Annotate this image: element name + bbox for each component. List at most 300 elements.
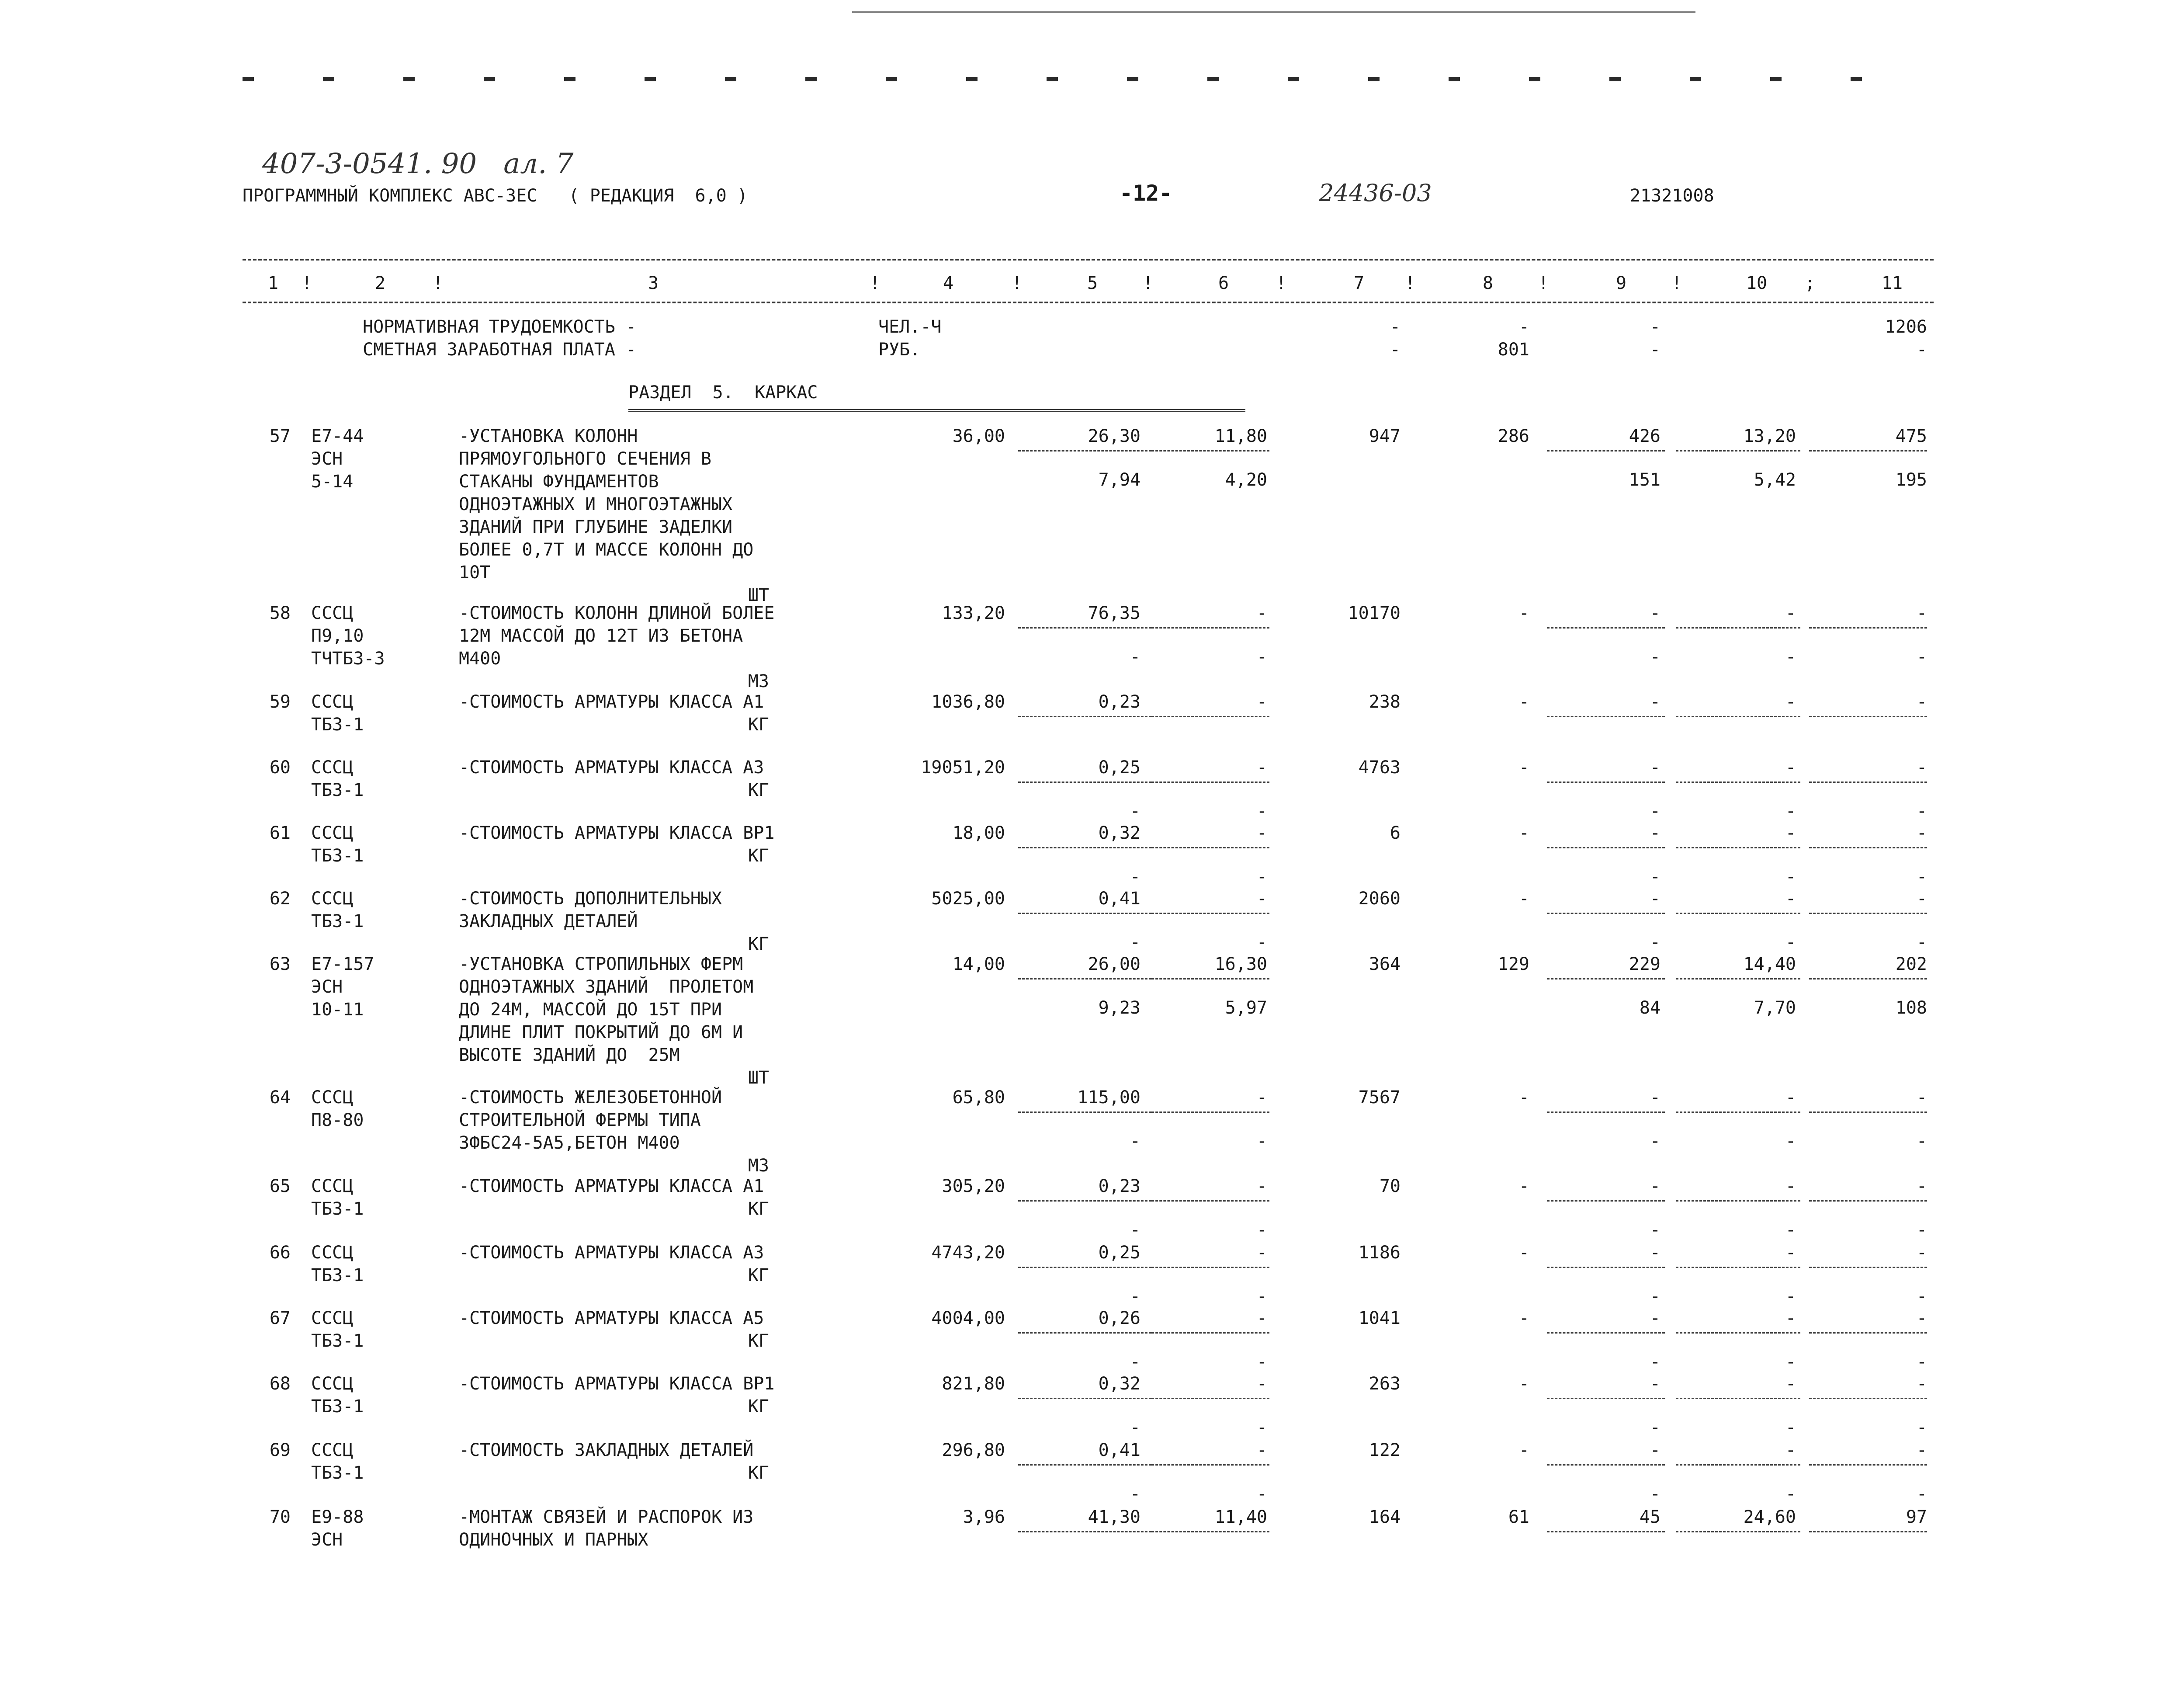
- row-col5: 0,25: [1098, 757, 1141, 778]
- row-description: -СТОИМОСТЬ АРМАТУРЫ КЛАССА А1: [459, 1176, 764, 1196]
- section-title: РАЗДЕЛ 5. КАРКАС: [628, 382, 818, 403]
- row-col5: 0,32: [1098, 823, 1141, 843]
- row-underline: [1018, 1464, 1151, 1466]
- row-col4: 14,00: [952, 954, 1005, 974]
- header-rule-bottom: [243, 302, 1934, 303]
- row-underline: [1018, 1531, 1151, 1532]
- row-description: -СТОИМОСТЬ АРМАТУРЫ КЛАССА А3: [459, 757, 764, 778]
- section-underline: [628, 409, 1245, 412]
- row-col9: 45: [1639, 1507, 1661, 1527]
- row-unit: М3: [748, 671, 769, 691]
- row-col8: -: [1518, 823, 1529, 843]
- row-number: 57: [269, 426, 291, 446]
- row-col5-alt: -: [1130, 1417, 1141, 1438]
- column-header-8: 8: [1482, 273, 1494, 293]
- row-description: ОДИНОЧНЫХ И ПАРНЫХ: [459, 1530, 648, 1550]
- row-col5: 0,25: [1098, 1243, 1141, 1263]
- row-col6: -: [1256, 889, 1267, 909]
- row-col6: -: [1256, 1308, 1267, 1328]
- row-underline: [1809, 847, 1927, 848]
- row-underline: [1809, 1200, 1927, 1202]
- column-header-4: 4: [943, 273, 954, 293]
- row-code: ТБ3-1: [311, 1331, 364, 1351]
- row-col5: 41,30: [1088, 1507, 1141, 1527]
- row-underline: [1547, 847, 1665, 848]
- row-col7: 263: [1369, 1374, 1401, 1394]
- row-col7: 10170: [1348, 603, 1401, 623]
- row-col11-alt: -: [1916, 932, 1927, 952]
- row-code: ТБ3-1: [311, 846, 364, 866]
- row-underline: [1151, 450, 1269, 452]
- row-col4: 5025,00: [931, 889, 1005, 909]
- row-col5-alt: -: [1130, 1352, 1141, 1372]
- row-number: 59: [269, 692, 291, 712]
- row-col8: -: [1518, 603, 1529, 623]
- row-col5-alt: -: [1130, 867, 1141, 887]
- row-description: М400: [459, 649, 501, 669]
- row-col8: -: [1518, 1243, 1529, 1263]
- row-col6: 11,40: [1214, 1507, 1267, 1527]
- row-col10-alt: -: [1785, 1220, 1796, 1240]
- row-underline: [1809, 913, 1927, 914]
- summary-col8: -: [1518, 317, 1529, 337]
- row-col9: -: [1650, 1243, 1661, 1263]
- row-description: -УСТАНОВКА КОЛОНН: [459, 426, 638, 446]
- row-number: 64: [269, 1087, 291, 1108]
- row-col11: 97: [1906, 1507, 1927, 1527]
- row-underline: [1547, 782, 1665, 783]
- row-underline: [1547, 913, 1665, 914]
- row-col8: -: [1518, 692, 1529, 712]
- row-description: ПРЯМОУГОЛЬНОГО СЕЧЕНИЯ В: [459, 449, 711, 469]
- row-description: -СТОИМОСТЬ АРМАТУРЫ КЛАССА А5: [459, 1308, 764, 1328]
- row-col5: 0,23: [1098, 692, 1141, 712]
- row-col6-alt: 5,97: [1225, 998, 1267, 1018]
- page-number: -12-: [1120, 181, 1172, 206]
- row-col7: 122: [1369, 1440, 1401, 1460]
- row-underline: [1547, 1332, 1665, 1334]
- row-underline: [1547, 1531, 1665, 1532]
- row-col10: -: [1785, 1308, 1796, 1328]
- row-description: -СТОИМОСТЬ КОЛОНН ДЛИНОЙ БОЛЕЕ: [459, 603, 775, 623]
- row-description: СТРОИТЕЛЬНОЙ ФЕРМЫ ТИПА: [459, 1110, 701, 1130]
- row-code: П9,10: [311, 626, 364, 646]
- summary-label: НОРМАТИВНАЯ ТРУДОЕМКОСТЬ -: [363, 317, 637, 337]
- row-number: 62: [269, 889, 291, 909]
- row-underline: [1018, 847, 1151, 848]
- row-col6: -: [1256, 823, 1267, 843]
- row-col5-alt: -: [1130, 801, 1141, 821]
- row-underline: [1676, 1398, 1800, 1399]
- row-col10: 13,20: [1743, 426, 1796, 446]
- row-col6: -: [1256, 603, 1267, 623]
- row-col10-alt: -: [1785, 1286, 1796, 1306]
- row-col5-alt: -: [1130, 1484, 1141, 1504]
- row-underline: [1676, 716, 1800, 717]
- row-code: ТБ3-1: [311, 780, 364, 800]
- column-separator: !: [1405, 273, 1416, 293]
- row-number: 68: [269, 1374, 291, 1394]
- column-separator: !: [1012, 273, 1023, 293]
- row-col8: -: [1518, 889, 1529, 909]
- row-underline: [1547, 978, 1665, 980]
- header-rule-top: [243, 259, 1934, 261]
- row-col8: -: [1518, 1176, 1529, 1196]
- row-unit: КГ: [748, 846, 769, 866]
- row-underline: [1151, 847, 1269, 848]
- column-separator: ;: [1805, 273, 1816, 293]
- row-unit: КГ: [748, 1396, 769, 1417]
- row-underline: [1547, 1398, 1665, 1399]
- row-underline: [1151, 1332, 1269, 1334]
- row-col11: -: [1916, 603, 1927, 623]
- row-underline: [1151, 978, 1269, 980]
- row-col11-alt: 195: [1895, 470, 1927, 490]
- row-code: СССЦ: [311, 1087, 354, 1108]
- row-col7: 1186: [1358, 1243, 1401, 1263]
- row-col9-alt: 151: [1629, 470, 1661, 490]
- row-number: 63: [269, 954, 291, 974]
- row-col11: -: [1916, 692, 1927, 712]
- row-code: СССЦ: [311, 603, 354, 623]
- row-col4: 36,00: [952, 426, 1005, 446]
- row-code: ТБ3-1: [311, 1199, 364, 1219]
- row-col9-alt: -: [1650, 867, 1661, 887]
- summary-col9: -: [1650, 340, 1661, 360]
- row-col9-alt: -: [1650, 1352, 1661, 1372]
- row-number: 65: [269, 1176, 291, 1196]
- row-description: -УСТАНОВКА СТРОПИЛЬНЫХ ФЕРМ: [459, 954, 743, 974]
- row-col8: 286: [1498, 426, 1529, 446]
- row-col10-alt: -: [1785, 867, 1796, 887]
- row-col7: 238: [1369, 692, 1401, 712]
- row-col10: -: [1785, 889, 1796, 909]
- row-col5-alt: -: [1130, 1131, 1141, 1151]
- summary-label: СМЕТНАЯ ЗАРАБОТНАЯ ПЛАТА -: [363, 340, 637, 360]
- column-header-1: 1: [267, 273, 279, 293]
- row-unit: КГ: [748, 715, 769, 735]
- row-col9-alt: -: [1650, 1484, 1661, 1504]
- row-col9-alt: 84: [1639, 998, 1661, 1018]
- row-col11-alt: -: [1916, 647, 1927, 667]
- row-col9-alt: -: [1650, 1131, 1661, 1151]
- row-col11-alt: -: [1916, 867, 1927, 887]
- row-description: -СТОИМОСТЬ ЖЕЛЕЗОБЕТОННОЙ: [459, 1087, 722, 1108]
- row-col11: -: [1916, 1440, 1927, 1460]
- row-col4: 296,80: [942, 1440, 1005, 1460]
- row-unit: КГ: [748, 1331, 769, 1351]
- handwritten-number: 24436-03: [1319, 179, 1432, 207]
- row-col5: 0,23: [1098, 1176, 1141, 1196]
- summary-col7: -: [1390, 317, 1401, 337]
- row-col11-alt: -: [1916, 1352, 1927, 1372]
- row-col10-alt: 5,42: [1754, 470, 1796, 490]
- row-underline: [1809, 627, 1927, 629]
- row-description: ДЛИНЕ ПЛИТ ПОКРЫТИЙ ДО 6М И: [459, 1022, 743, 1042]
- row-underline: [1151, 782, 1269, 783]
- row-underline: [1676, 782, 1800, 783]
- row-underline: [1151, 627, 1269, 629]
- row-col7: 164: [1369, 1507, 1401, 1527]
- row-unit: ШТ: [748, 1068, 769, 1088]
- row-col7: 6: [1390, 823, 1401, 843]
- row-col10-alt: -: [1785, 1131, 1796, 1151]
- row-description: ОДНОЭТАЖНЫХ ЗДАНИЙ ПРОЛЕТОМ: [459, 977, 754, 997]
- row-unit: КГ: [748, 1265, 769, 1285]
- row-underline: [1676, 1332, 1800, 1334]
- column-separator: !: [1671, 273, 1682, 293]
- row-col9: -: [1650, 603, 1661, 623]
- column-header-7: 7: [1353, 273, 1365, 293]
- row-col5-alt: 9,23: [1098, 998, 1141, 1018]
- column-separator: !: [302, 273, 312, 293]
- row-col8: -: [1518, 757, 1529, 778]
- row-description: ВЫСОТЕ ЗДАНИЙ ДО 25М: [459, 1045, 680, 1065]
- row-col11-alt: -: [1916, 1417, 1927, 1438]
- row-col11: -: [1916, 1087, 1927, 1108]
- row-underline: [1018, 913, 1151, 914]
- row-col5: 26,00: [1088, 954, 1141, 974]
- row-col11-alt: -: [1916, 1484, 1927, 1504]
- row-col7: 1041: [1358, 1308, 1401, 1328]
- row-col6: -: [1256, 1243, 1267, 1263]
- row-underline: [1547, 1464, 1665, 1466]
- row-col5-alt: -: [1130, 1286, 1141, 1306]
- row-col5: 0,32: [1098, 1374, 1141, 1394]
- row-col6: -: [1256, 1087, 1267, 1108]
- row-col6-alt: -: [1256, 932, 1267, 952]
- row-col11: -: [1916, 757, 1927, 778]
- row-col6: -: [1256, 1374, 1267, 1394]
- row-code: 10-11: [311, 1000, 364, 1020]
- column-separator: !: [1538, 273, 1549, 293]
- row-col5-alt: -: [1130, 932, 1141, 952]
- row-number: 58: [269, 603, 291, 623]
- row-code: 5-14: [311, 472, 354, 492]
- row-col10: -: [1785, 1440, 1796, 1460]
- row-col9-alt: -: [1650, 1417, 1661, 1438]
- row-underline: [1676, 978, 1800, 980]
- row-underline: [1151, 913, 1269, 914]
- row-description: ЗДАНИЙ ПРИ ГЛУБИНЕ ЗАДЕЛКИ: [459, 517, 733, 537]
- row-underline: [1018, 627, 1151, 629]
- row-description: 12М МАССОЙ ДО 12Т ИЗ БЕТОНА: [459, 626, 743, 646]
- row-unit: КГ: [748, 1463, 769, 1483]
- row-col9-alt: -: [1650, 647, 1661, 667]
- row-col4: 4004,00: [931, 1308, 1005, 1328]
- row-col10-alt: -: [1785, 1352, 1796, 1372]
- row-col9: -: [1650, 692, 1661, 712]
- row-col7: 2060: [1358, 889, 1401, 909]
- row-code: СССЦ: [311, 1308, 354, 1328]
- row-col8: 61: [1508, 1507, 1529, 1527]
- row-code: СССЦ: [311, 823, 354, 843]
- row-col11-alt: -: [1916, 1131, 1927, 1151]
- row-code: ТБ3-1: [311, 1396, 364, 1417]
- row-col10: -: [1785, 823, 1796, 843]
- row-description: -СТОИМОСТЬ ЗАКЛАДНЫХ ДЕТАЛЕЙ: [459, 1440, 754, 1460]
- row-col4: 305,20: [942, 1176, 1005, 1196]
- row-col4: 821,80: [942, 1374, 1005, 1394]
- row-col5: 26,30: [1088, 426, 1141, 446]
- row-col10-alt: -: [1785, 1484, 1796, 1504]
- row-underline: [1547, 1112, 1665, 1113]
- row-col10-alt: -: [1785, 1417, 1796, 1438]
- row-underline: [1676, 1531, 1800, 1532]
- row-underline: [1809, 716, 1927, 717]
- row-col8: -: [1518, 1087, 1529, 1108]
- row-col10-alt: -: [1785, 932, 1796, 952]
- summary-col7: -: [1390, 340, 1401, 360]
- row-description: ЗАКЛАДНЫХ ДЕТАЛЕЙ: [459, 911, 638, 931]
- row-underline: [1809, 1267, 1927, 1268]
- summary-unit: ЧЕЛ.-Ч: [878, 317, 942, 337]
- handwritten-code: 407-3-0541. 90 ал. 7: [262, 148, 574, 180]
- row-col9: -: [1650, 1374, 1661, 1394]
- row-description: ДО 24М, МАССОЙ ДО 15Т ПРИ: [459, 1000, 722, 1020]
- row-col11-alt: -: [1916, 1220, 1927, 1240]
- row-col8: -: [1518, 1308, 1529, 1328]
- row-underline: [1547, 1267, 1665, 1268]
- row-col4: 19051,20: [921, 757, 1005, 778]
- row-underline: [1547, 716, 1665, 717]
- row-col6-alt: -: [1256, 801, 1267, 821]
- row-col10: -: [1785, 1087, 1796, 1108]
- row-underline: [1151, 1112, 1269, 1113]
- row-col7: 947: [1369, 426, 1401, 446]
- row-description: -СТОИМОСТЬ АРМАТУРЫ КЛАССА А3: [459, 1243, 764, 1263]
- row-underline: [1018, 782, 1151, 783]
- row-code: П8-80: [311, 1110, 364, 1130]
- row-code: СССЦ: [311, 889, 354, 909]
- row-col6: 16,30: [1214, 954, 1267, 974]
- row-underline: [1018, 1267, 1151, 1268]
- row-col10-alt: -: [1785, 647, 1796, 667]
- column-separator: !: [433, 273, 444, 293]
- row-code: СССЦ: [311, 1176, 354, 1196]
- row-col9-alt: -: [1650, 1220, 1661, 1240]
- row-underline: [1547, 627, 1665, 629]
- row-unit: М3: [748, 1156, 769, 1176]
- row-description: 3ФБС24-5А5,БЕТОН М400: [459, 1133, 680, 1153]
- row-col6-alt: -: [1256, 1352, 1267, 1372]
- row-code: ЭСН: [311, 977, 343, 997]
- top-rule: [852, 11, 1695, 13]
- row-col10-alt: 7,70: [1754, 998, 1796, 1018]
- row-underline: [1151, 1531, 1269, 1532]
- column-separator: !: [1143, 273, 1154, 293]
- column-separator: !: [870, 273, 881, 293]
- row-unit: КГ: [748, 934, 769, 954]
- row-code: ЭСН: [311, 1530, 343, 1550]
- row-col6-alt: -: [1256, 1220, 1267, 1240]
- row-underline: [1809, 1112, 1927, 1113]
- row-col6-alt: 4,20: [1225, 470, 1267, 490]
- row-underline: [1676, 1464, 1800, 1466]
- row-underline: [1018, 1200, 1151, 1202]
- row-col6-alt: -: [1256, 1417, 1267, 1438]
- row-col10: 24,60: [1743, 1507, 1796, 1527]
- row-col7: 70: [1379, 1176, 1401, 1196]
- program-line: ПРОГРАММНЫЙ КОМПЛЕКС АВС-3ЕС ( РЕДАКЦИЯ 6,0 ): [243, 186, 748, 206]
- row-col9-alt: -: [1650, 932, 1661, 952]
- row-col4: 1036,80: [931, 692, 1005, 712]
- row-col6: 11,80: [1214, 426, 1267, 446]
- row-col5: 76,35: [1088, 603, 1141, 623]
- row-col9-alt: -: [1650, 1286, 1661, 1306]
- row-col5-alt: 7,94: [1098, 470, 1141, 490]
- row-col4: 4743,20: [931, 1243, 1005, 1263]
- row-underline: [1809, 450, 1927, 452]
- row-underline: [1151, 1267, 1269, 1268]
- row-col11: -: [1916, 823, 1927, 843]
- row-col5-alt: -: [1130, 1220, 1141, 1240]
- row-underline: [1676, 1200, 1800, 1202]
- row-col9: -: [1650, 1087, 1661, 1108]
- row-col10: 14,40: [1743, 954, 1796, 974]
- row-col11: -: [1916, 1374, 1927, 1394]
- row-col9: -: [1650, 1308, 1661, 1328]
- row-underline: [1809, 1332, 1927, 1334]
- row-underline: [1676, 847, 1800, 848]
- row-description: 10Т: [459, 563, 491, 583]
- row-col11: -: [1916, 1243, 1927, 1263]
- row-code: СССЦ: [311, 1440, 354, 1460]
- row-col6-alt: -: [1256, 1286, 1267, 1306]
- row-description: -СТОИМОСТЬ АРМАТУРЫ КЛАССА А1: [459, 692, 764, 712]
- row-underline: [1676, 450, 1800, 452]
- row-underline: [1018, 1332, 1151, 1334]
- row-col11-alt: 108: [1895, 998, 1927, 1018]
- row-underline: [1151, 1464, 1269, 1466]
- row-underline: [1151, 1398, 1269, 1399]
- row-col4: 3,96: [963, 1507, 1005, 1527]
- row-col11: -: [1916, 1308, 1927, 1328]
- summary-col11: 1206: [1885, 317, 1927, 337]
- row-col6: -: [1256, 1176, 1267, 1196]
- row-col9: -: [1650, 1176, 1661, 1196]
- row-col9: 426: [1629, 426, 1661, 446]
- document-number: 21321008: [1630, 186, 1714, 206]
- row-underline: [1018, 978, 1151, 980]
- column-separator: !: [1276, 273, 1287, 293]
- row-col9: 229: [1629, 954, 1661, 974]
- row-col6: -: [1256, 692, 1267, 712]
- column-header-5: 5: [1087, 273, 1098, 293]
- row-underline: [1547, 450, 1665, 452]
- row-number: 67: [269, 1308, 291, 1328]
- row-number: 61: [269, 823, 291, 843]
- row-description: СТАКАНЫ ФУНДАМЕНТОВ: [459, 472, 659, 492]
- row-unit: КГ: [748, 780, 769, 800]
- row-code: ТБ3-1: [311, 715, 364, 735]
- row-code: ТБ3-1: [311, 1265, 364, 1285]
- row-col10: -: [1785, 1243, 1796, 1263]
- row-col10-alt: -: [1785, 801, 1796, 821]
- column-header-3: 3: [648, 273, 659, 293]
- row-col4: 18,00: [952, 823, 1005, 843]
- row-number: 66: [269, 1243, 291, 1263]
- row-code: СССЦ: [311, 1243, 354, 1263]
- row-col6: -: [1256, 757, 1267, 778]
- row-col9: -: [1650, 1440, 1661, 1460]
- top-dash-row: [243, 77, 1925, 81]
- row-code: ТБ3-1: [311, 1463, 364, 1483]
- row-col4: 65,80: [952, 1087, 1005, 1108]
- row-col7: 4763: [1358, 757, 1401, 778]
- row-description: -СТОИМОСТЬ АРМАТУРЫ КЛАССА ВР1: [459, 1374, 775, 1394]
- row-code: СССЦ: [311, 692, 354, 712]
